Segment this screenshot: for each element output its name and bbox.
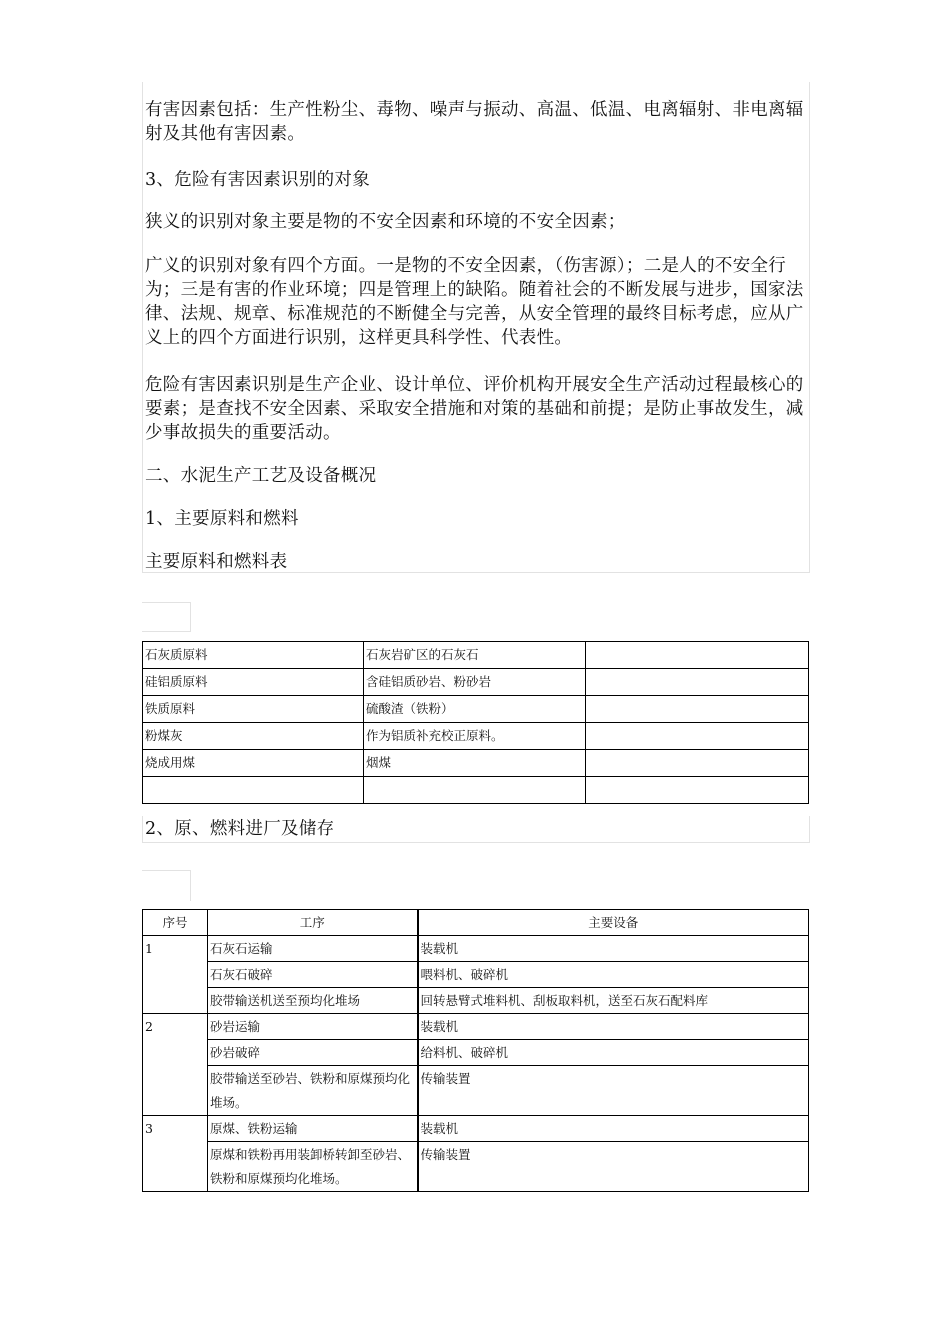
table-row xyxy=(143,642,809,669)
table-row xyxy=(143,936,809,962)
table-cell: 硅铝质原料 xyxy=(143,669,364,696)
sequence-number-cell: 1 xyxy=(143,936,208,1014)
heading-materials-fuels: 1、主要原料和燃料 xyxy=(145,509,299,529)
table-cell xyxy=(586,669,809,696)
table-row xyxy=(143,750,809,777)
heading-section-two: 二、水泥生产工艺及设备概况 xyxy=(145,466,377,486)
table-row xyxy=(143,669,809,696)
table-cell xyxy=(586,723,809,750)
table-cell xyxy=(143,777,364,804)
equipment-cell: 装载机 xyxy=(418,936,809,962)
process-cell: 石灰石运输 xyxy=(208,936,418,962)
process-cell: 砂岩运输 xyxy=(208,1014,418,1040)
table-row xyxy=(143,1040,809,1066)
process-cell: 原煤、铁粉运输 xyxy=(208,1116,418,1142)
equipment-cell: 传输装置 xyxy=(418,1142,809,1192)
equipment-cell: 给料机、破碎机 xyxy=(418,1040,809,1066)
table-cell: 铁质原料 xyxy=(143,696,364,723)
table-cell xyxy=(586,777,809,804)
equipment-cell: 喂料机、破碎机 xyxy=(418,962,809,988)
sequence-number-cell: 2 xyxy=(143,1014,208,1116)
equipment-cell: 装载机 xyxy=(418,1116,809,1142)
process-cell: 原煤和铁粉再用装卸桥转卸至砂岩、铁粉和原煤预均化堆场。 xyxy=(208,1142,418,1192)
table-cell: 石灰质原料 xyxy=(143,642,364,669)
column-header: 主要设备 xyxy=(418,910,809,936)
table-row xyxy=(143,1116,809,1142)
equipment-cell: 装载机 xyxy=(418,1014,809,1040)
table-row xyxy=(143,1014,809,1040)
table-cell xyxy=(364,777,586,804)
process-cell: 石灰石破碎 xyxy=(208,962,418,988)
table-row xyxy=(143,988,809,1014)
empty-box xyxy=(142,870,191,901)
table-cell xyxy=(586,642,809,669)
paragraph-broad-object: 广义的识别对象有四个方面。一是物的不安全因素，（伤害源）；二是人的不安全行为；三是有害的作业环境；四是管理上的缺陷。随着社会的不断发展与进步，国家法律、法规、规章、标准规范的不断健全与完善，从安全管理的最终目标考虑，应从广义上的四个方面进行识别，这样更具科学性、代表性。 xyxy=(145,256,804,348)
table-row xyxy=(143,777,809,804)
table-cell: 作为铝质补充校正原料。 xyxy=(364,723,586,750)
paragraph-narrow-object: 狭义的识别对象主要是物的不安全因素和环境的不安全因素； xyxy=(145,212,626,232)
table-row xyxy=(143,1142,809,1192)
table-header-row xyxy=(143,910,809,936)
process-table xyxy=(142,909,809,1192)
table-cell: 烟煤 xyxy=(364,750,586,777)
table-cell xyxy=(586,750,809,777)
equipment-cell: 回转悬臂式堆料机、刮板取料机，送至石灰石配料库 xyxy=(418,988,809,1014)
caption-materials-table: 主要原料和燃料表 xyxy=(145,552,288,572)
materials-table xyxy=(142,641,809,804)
empty-box xyxy=(142,602,191,632)
column-header: 工序 xyxy=(208,910,418,936)
table-row xyxy=(143,696,809,723)
table-cell: 硫酸渣（铁粉） xyxy=(364,696,586,723)
sequence-number-cell: 3 xyxy=(143,1116,208,1192)
process-cell: 砂岩破碎 xyxy=(208,1040,418,1066)
table-cell xyxy=(586,696,809,723)
table-row xyxy=(143,962,809,988)
heading-intake-storage: 2、原、燃料进厂及储存 xyxy=(145,819,335,839)
table-cell: 粉煤灰 xyxy=(143,723,364,750)
table-cell: 含硅铝质砂岩、粉砂岩 xyxy=(364,669,586,696)
equipment-cell: 传输装置 xyxy=(418,1066,809,1116)
table-row xyxy=(143,1066,809,1116)
table-cell: 石灰岩矿区的石灰石 xyxy=(364,642,586,669)
paragraph-harmful-factors: 有害因素包括：生产性粉尘、毒物、噪声与振动、高温、低温、电离辐射、非电离辐射及其他有害因素。 xyxy=(145,100,804,144)
table-row xyxy=(143,723,809,750)
process-cell: 胶带输送机送至预均化堆场 xyxy=(208,988,418,1014)
heading-identification-object: 3、危险有害因素识别的对象 xyxy=(145,170,371,190)
paragraph-identification-core: 危险有害因素识别是生产企业、设计单位、评价机构开展安全生产活动过程最核心的要素；是查找不安全因素、采取安全措施和对策的基础和前提；是防止事故发生，减少事故损失的重要活动。 xyxy=(145,375,804,443)
process-cell: 胶带输送至砂岩、铁粉和原煤预均化堆场。 xyxy=(208,1066,418,1116)
table-cell: 烧成用煤 xyxy=(143,750,364,777)
column-header: 序号 xyxy=(143,910,208,936)
